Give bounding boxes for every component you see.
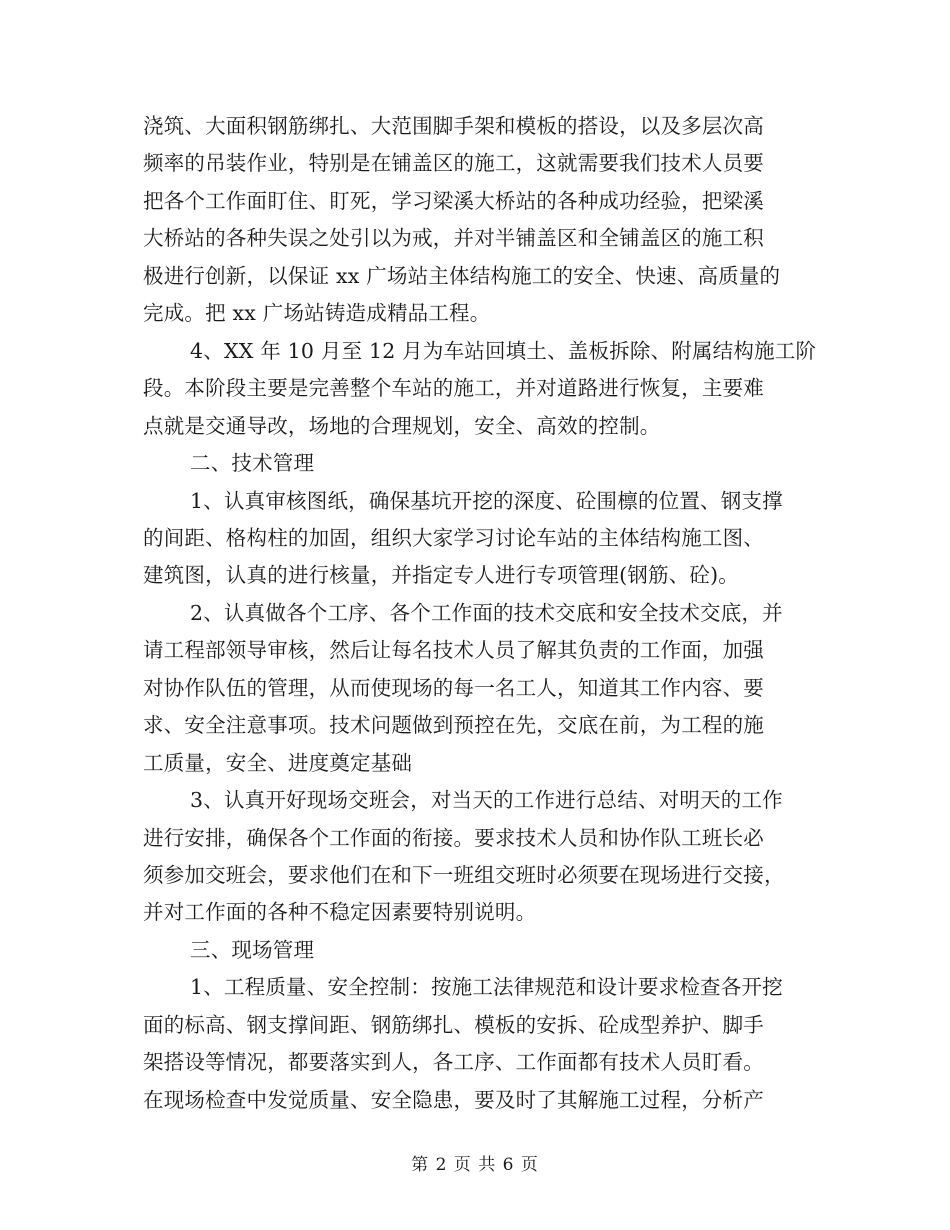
text-line: 须参加交班会，要求他们在和下一班组交班时必须要在现场进行交接， bbox=[143, 863, 785, 887]
text-line: 对协作队伍的管理，从而使现场的每一名工人，知道其工作内容、要 bbox=[143, 676, 764, 700]
text-line: 面的标高、钢支撑间距、钢筋绑扎、模板的安拆、砼成型养护、脚手 bbox=[143, 1013, 764, 1037]
section-heading-site-management: 三、现场管理 bbox=[190, 938, 315, 962]
text-line: 浇筑、大面积钢筋绑扎、大范围脚手架和模板的搭设，以及多层次高 bbox=[143, 114, 764, 138]
page-footer: 第 2 页 共 6 页 bbox=[411, 1155, 539, 1175]
paragraph-start-line: 1、认真审核图纸，确保基坑开挖的深度、砼围檩的位置、钢支撑 bbox=[190, 489, 783, 513]
text-line: 大桥站的各种失误之处引以为戒，并对半铺盖区和全铺盖区的施工积 bbox=[143, 226, 764, 250]
section-heading-technical-management: 二、技术管理 bbox=[190, 451, 315, 475]
text-line: 段。本阶段主要是完善整个车站的施工，并对道路进行恢复，主要难 bbox=[143, 376, 764, 400]
text-line: 频率的吊装作业，特别是在铺盖区的施工，这就需要我们技术人员要 bbox=[143, 151, 764, 175]
paragraph-start-line: 2、认真做各个工序、各个工作面的技术交底和安全技术交底，并 bbox=[190, 601, 783, 625]
text-line: 在现场检查中发觉质量、安全隐患，要及时了其解施工过程，分析产 bbox=[143, 1088, 764, 1112]
text-line: 完成。把 xx 广场站铸造成精品工程。 bbox=[143, 301, 491, 325]
text-line: 请工程部领导审核，然后让每名技术人员了解其负责的工作面，加强 bbox=[143, 638, 764, 662]
text-line: 架搭设等情况，都要落实到人，各工序、工作面都有技术人员盯看。 bbox=[143, 1050, 764, 1074]
text-line: 把各个工作面盯住、盯死，学习梁溪大桥站的各种成功经验，把梁溪 bbox=[143, 189, 764, 213]
text-line: 点就是交通导改，场地的合理规划，安全、高效的控制。 bbox=[143, 414, 661, 438]
text-line: 极进行创新，以保证 xx 广场站主体结构施工的安全、快速、高质量的 bbox=[143, 264, 781, 288]
paragraph-start-line: 1、工程质量、安全控制：按施工法律规范和设计要求检查各开挖 bbox=[190, 975, 783, 999]
text-line: 求、安全注意事项。技术问题做到预控在先，交底在前，为工程的施 bbox=[143, 713, 764, 737]
text-line: 工质量，安全、进度奠定基础 bbox=[143, 751, 413, 775]
text-line: 的间距、格构柱的加固，组织大家学习讨论车站的主体结构施工图、 bbox=[143, 526, 764, 550]
paragraph-start-line: 4、XX 年 10 月至 12 月为车站回填土、盖板拆除、附属结构施工阶 bbox=[190, 339, 817, 363]
text-line: 进行安排，确保各个工作面的衔接。要求技术人员和协作队工班长必 bbox=[143, 826, 764, 850]
paragraph-start-line: 3、认真开好现场交班会，对当天的工作进行总结、对明天的工作 bbox=[190, 788, 783, 812]
text-line: 并对工作面的各种不稳定因素要特别说明。 bbox=[143, 900, 537, 924]
text-line: 建筑图，认真的进行核量，并指定专人进行专项管理(钢筋、砼)。 bbox=[143, 563, 739, 587]
